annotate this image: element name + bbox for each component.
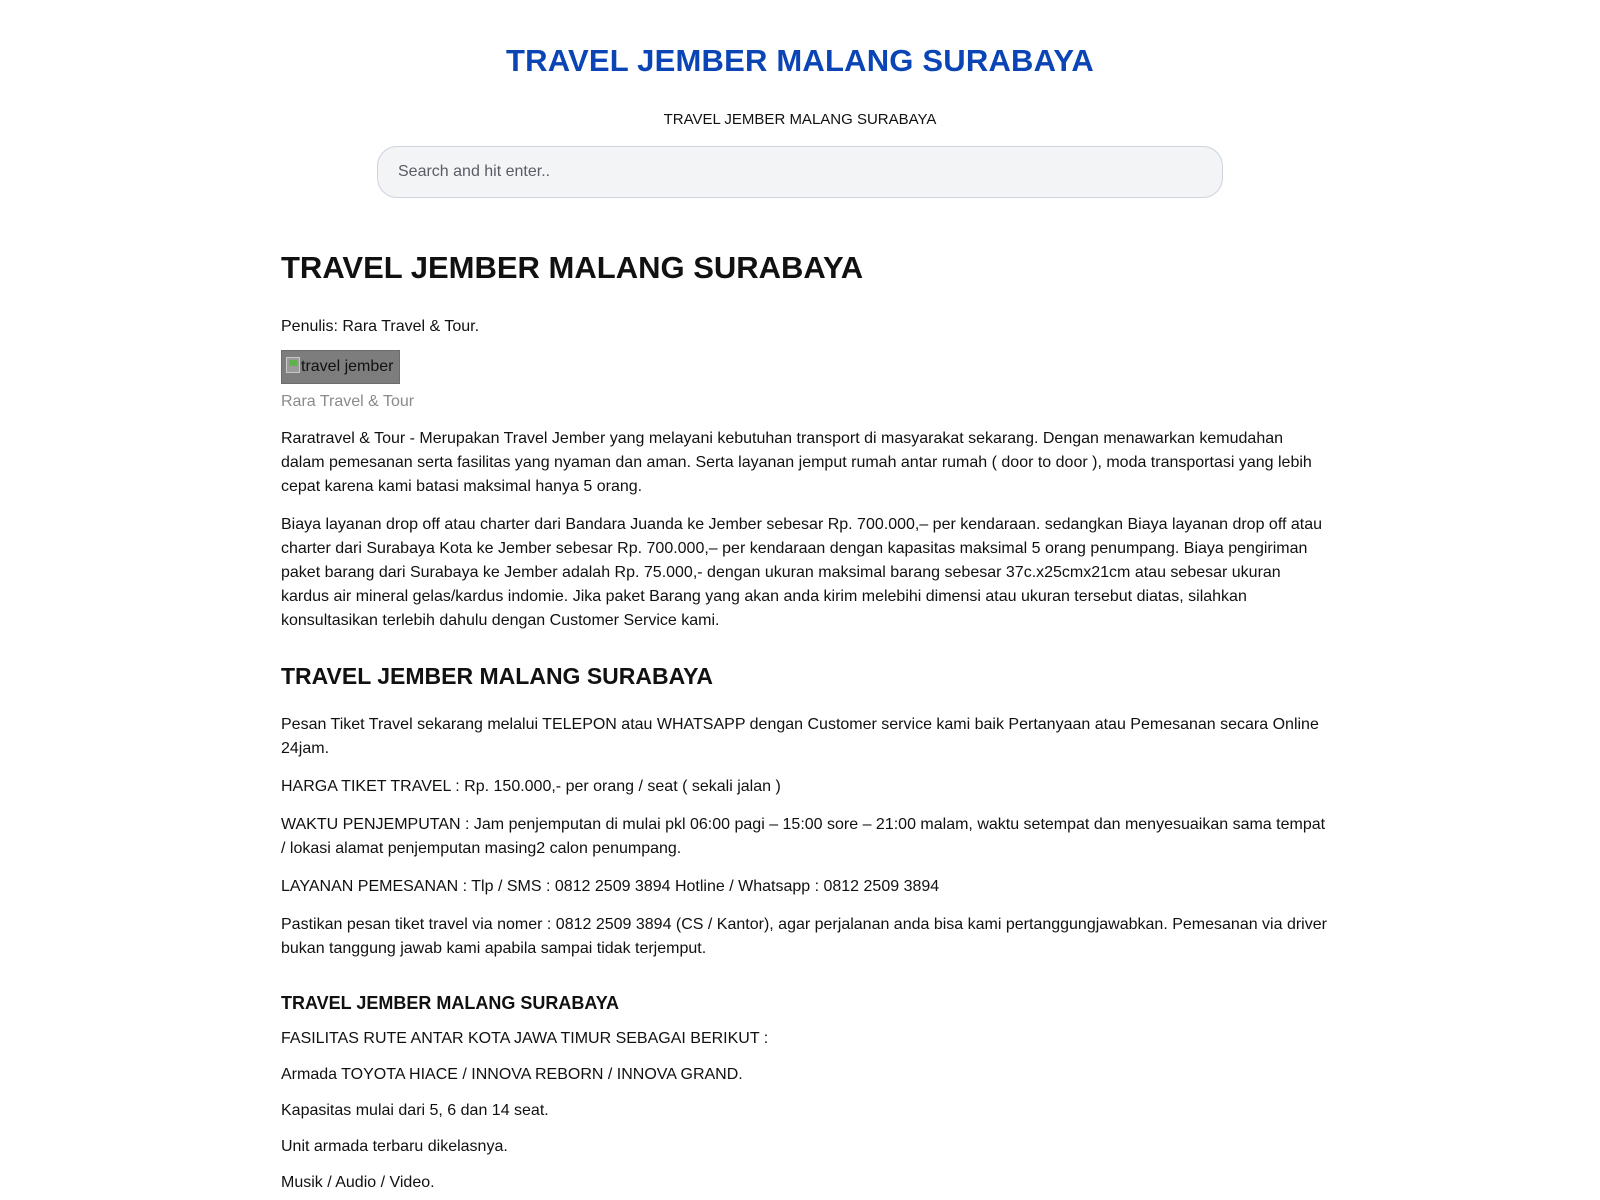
post-author: Penulis: Rara Travel & Tour. xyxy=(281,318,480,335)
booking-notice: Pastikan pesan tiket travel via nomer : 0812 2509 3894 (CS / Kantor), agar perjalanan anda bisa kami pertanggungjawabkan. Pemesanan via driver bukan tanggung jawab kami apabila sampai tidak terjemput. xyxy=(281,916,1327,957)
pickup-time-info: WAKTU PENJEMPUTAN : Jam penjemputan di mulai pkl 06:00 pagi – 15:00 sore – 21:00 malam, waktu setempat dan menyesuaikan sama tempat / lokasi alamat penjemputan masing2 calon penumpang. xyxy=(281,816,1326,857)
post-title: TRAVEL JEMBER MALANG SURABAYA xyxy=(281,250,864,285)
facility-line: Kapasitas mulai dari 5, 6 dan 14 seat. xyxy=(281,1102,549,1119)
section-heading: TRAVEL JEMBER MALANG SURABAYA xyxy=(281,663,713,689)
post-image-caption: Rara Travel & Tour xyxy=(281,393,415,410)
search-input[interactable] xyxy=(377,146,1223,198)
facility-line: Unit armada terbaru dikelasnya. xyxy=(281,1138,508,1155)
facility-line: Armada TOYOTA HIACE / INNOVA REBORN / INNOVA GRAND. xyxy=(281,1066,743,1083)
site-header xyxy=(0,0,1600,198)
broken-image-icon xyxy=(286,357,300,373)
sub-heading: TRAVEL JEMBER MALANG SURABAYA xyxy=(281,993,620,1013)
post-figure xyxy=(281,350,1331,413)
post-image xyxy=(281,350,400,384)
price-info: HARGA TIKET TRAVEL : Rp. 150.000,- per orang / seat ( sekali jalan ) xyxy=(281,778,781,795)
post-content xyxy=(281,248,1331,1195)
facility-line: Musik / Audio / Video. xyxy=(281,1174,435,1191)
site-title-link[interactable]: TRAVEL JEMBER MALANG SURABAYA xyxy=(506,43,1094,78)
post-paragraph: Biaya layanan drop off atau charter dari Bandara Juanda ke Jember sebesar Rp. 700.000,– per kendaraan. sedangkan Biaya layanan drop off atau charter dari Surabaya Kota ke Jember sebesar Rp. 700.000,– per kendaraan dengan kapasitas maksimal 5 orang penumpang. Biaya pengiriman paket barang dari Surabaya ke Jember adalah Rp. 75.000,- dengan ukuran maksimal barang sebesar 37c.x25cmx21cm atau sebesar ukuran kardus air mineral gelas/kardus indomie. Jika paket Barang yang akan anda kirim melebihi dimensi atau ukuran tersebut diatas, silahkan konsultasikan terlebih dahulu dengan Customer Service kami. xyxy=(281,516,1323,629)
section-paragraph: Pesan Tiket Travel sekarang melalui TELEPON atau WHATSAPP dengan Customer service kami baik Pertanyaan atau Pemesanan secara Online 24jam. xyxy=(281,716,1319,757)
search-bar xyxy=(377,146,1223,198)
post-paragraph: Raratravel & Tour - Merupakan Travel Jember yang melayani kebutuhan transport di masyarakat sekarang. Dengan menawarkan kemudahan dalam pemesanan serta fasilitas yang nyaman dan aman. Serta layanan jemput rumah antar rumah ( door to door ), moda transportasi yang lebih cepat karena kami batasi maksimal hanya 5 orang. xyxy=(281,430,1312,495)
site-tagline: TRAVEL JEMBER MALANG SURABAYA xyxy=(663,111,937,128)
facility-line: FASILITAS RUTE ANTAR KOTA JAWA TIMUR SEBAGAI BERIKUT : xyxy=(281,1030,769,1047)
post-image-alt: travel jember xyxy=(301,358,394,375)
booking-service-info: LAYANAN PEMESANAN : Tlp / SMS : 0812 2509 3894 Hotline / Whatsapp : 0812 2509 3894 xyxy=(281,878,940,895)
